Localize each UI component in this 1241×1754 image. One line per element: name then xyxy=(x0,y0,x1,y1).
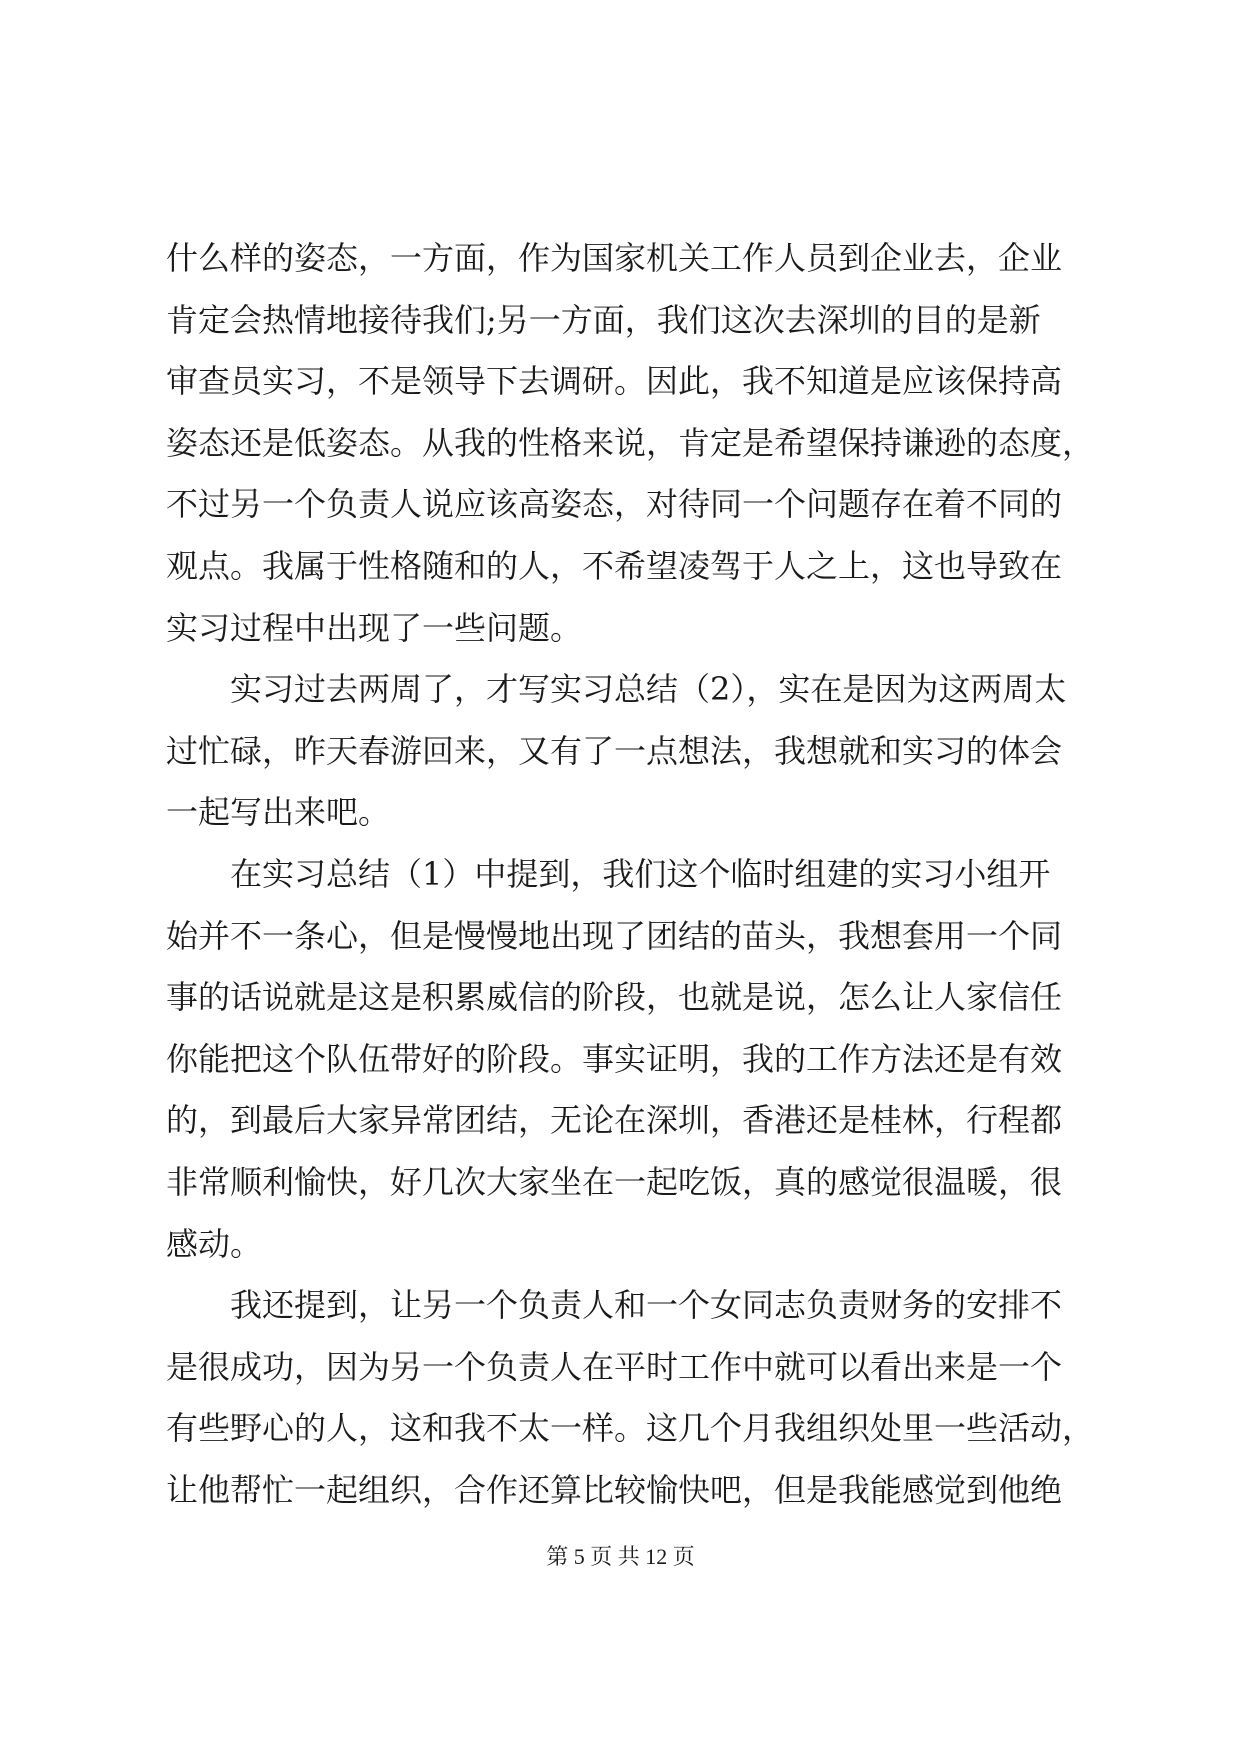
text-line: 不过另一个负责人说应该高姿态，对待同一个问题存在着不同的 xyxy=(166,485,1063,524)
text-line: 过忙碌，昨天春游回来，又有了一点想法，我想就和实习的体会 xyxy=(166,731,1063,770)
text-line: 非常顺利愉快，好几次大家坐在一起吃饭，真的感觉很温暖，很 xyxy=(166,1162,1063,1201)
text-line: 事的话说就是这是积累威信的阶段，也就是说，怎么让人家信任 xyxy=(166,978,1063,1017)
text-line: 实习过程中出现了一些问题。 xyxy=(166,608,583,647)
text-line: 始并不一条心，但是慢慢地出现了团结的苗头，我想套用一个同 xyxy=(166,916,1063,955)
text-line: 什么样的姿态，一方面，作为国家机关工作人员到企业去，企业 xyxy=(166,239,1063,277)
text-line: 在实习总结（1）中提到，我们这个临时组建的实习小组开 xyxy=(230,854,1051,893)
body-text xyxy=(166,228,1095,1521)
text-line: 有些野心的人，这和我不太一样。这几个月我组织处里一些活动， xyxy=(166,1409,1095,1448)
text-line: 审查员实习，不是领导下去调研。因此，我不知道是应该保持高 xyxy=(166,362,1063,401)
page-number-footer: 第 5 页 共 12 页 xyxy=(546,1544,695,1569)
text-line: 是很成功，因为另一个负责人在平时工作中就可以看出来是一个 xyxy=(166,1347,1063,1386)
text-line: 感动。 xyxy=(166,1224,263,1263)
text-line: 观点。我属于性格随和的人，不希望凌驾于人之上，这也导致在 xyxy=(166,546,1063,585)
text-line: 让他帮忙一起组织，合作还算比较愉快吧，但是我能感觉到他绝 xyxy=(166,1470,1063,1509)
text-line: 姿态还是低姿态。从我的性格来说，肯定是希望保持谦逊的态度， xyxy=(166,423,1095,462)
text-line: 的，到最后大家异常团结，无论在深圳，香港还是桂林，行程都 xyxy=(166,1101,1063,1140)
text-line: 肯定会热情地接待我们;另一方面，我们这次去深圳的目的是新 xyxy=(166,300,1041,339)
text-line: 一起写出来吧。 xyxy=(166,793,391,832)
text-line: 实习过去两周了，才写实习总结（2），实在是因为这两周太 xyxy=(230,670,1067,709)
text-line: 你能把这个队伍带好的阶段。事实证明，我的工作方法还是有效 xyxy=(166,1039,1063,1078)
text-line: 我还提到，让另一个负责人和一个女同志负责财务的安排不 xyxy=(230,1286,1063,1325)
